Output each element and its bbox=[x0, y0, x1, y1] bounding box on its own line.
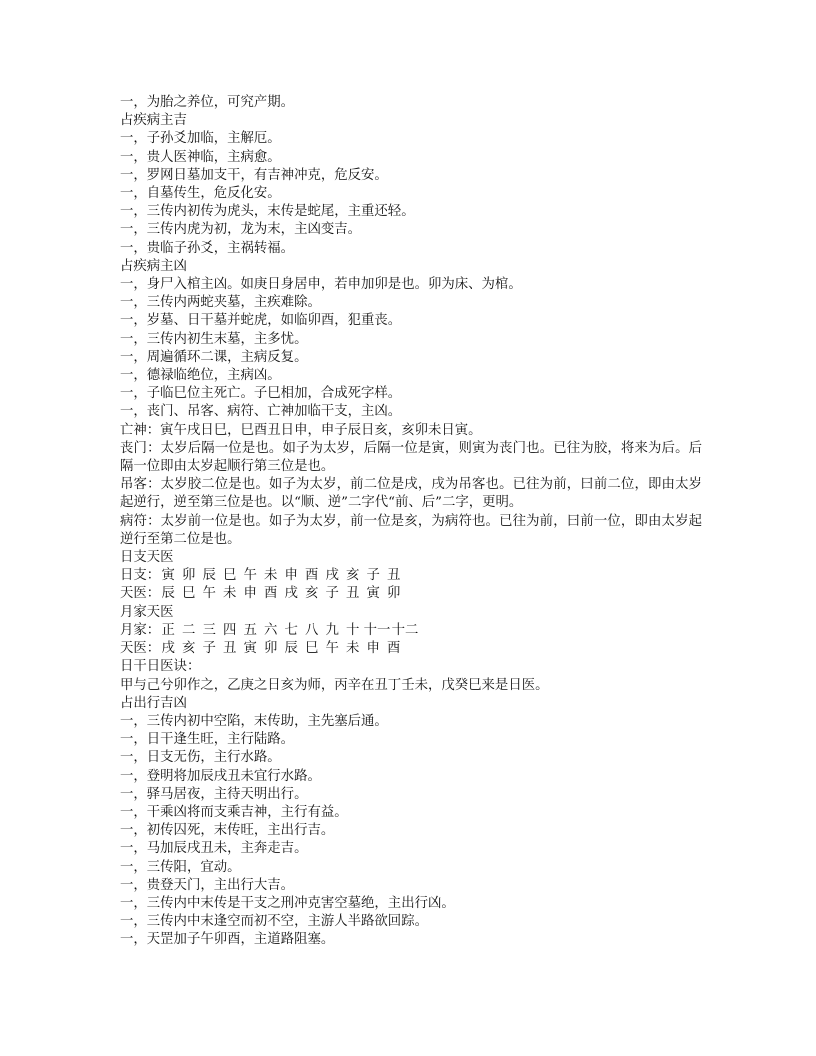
table-cell: 申 bbox=[284, 568, 298, 584]
text-line: 一，贵人医神临，主病愈。 bbox=[120, 149, 281, 165]
text-line: 一，三传内两蛇夹墓，主疾难除。 bbox=[120, 295, 321, 311]
text-line: 一，为胎之养位，可究产期。 bbox=[120, 95, 295, 110]
text-line: 一，驿马居夜，主待天明出行。 bbox=[120, 786, 308, 802]
table-cell: 丑 bbox=[387, 568, 401, 584]
text-paragraph: 吊客：太岁胶二位是也。如子为太岁，前二位是戌，戌为吊客也。已往为前，曰前二位，即由太岁起逆行，逆至第三位是也。以“顺、逆”二字代“前、后”二字，更明。 bbox=[120, 477, 702, 511]
table-cell: 寅 bbox=[366, 586, 380, 602]
table-cell: 戌 bbox=[161, 641, 175, 657]
text-line: 一，丧门、吊客、病符、亡神加临干支，主凶。 bbox=[120, 404, 402, 420]
text-line: 一，登明将加辰戌丑未宜行水路。 bbox=[120, 768, 321, 784]
table-cell: 二 bbox=[182, 622, 196, 638]
table2-row1 bbox=[120, 622, 702, 640]
table-cell: 丑 bbox=[346, 586, 360, 602]
text-line: 一，周遍循环二课，主病反复。 bbox=[120, 349, 308, 365]
text-line: 甲与己兮卯作之，乙庚之日亥为师，丙辛在丑丁壬未，戊癸巳来是日医。 bbox=[120, 677, 549, 693]
text-block-upper bbox=[120, 94, 702, 440]
text-paragraph: 病符：太岁前一位是也。如子为太岁，前一位是亥，为病符也。已往为前，曰前一位，即由太岁起逆行至第二位是也。 bbox=[120, 513, 702, 547]
text-block-paragraphs bbox=[120, 440, 702, 549]
table1-title: 日支天医 bbox=[120, 550, 174, 566]
text-line: 占疾病主吉 bbox=[120, 113, 187, 129]
table-cell: 卯 bbox=[264, 641, 278, 657]
text-line: 一，岁墓、日干墓并蛇虎，如临卯酉，犯重丧。 bbox=[120, 313, 402, 329]
table-cell: 子 bbox=[202, 641, 216, 657]
table-cell: 十二 bbox=[391, 622, 419, 638]
text-line: 一，初传囚死，末传旺，主出行吉。 bbox=[120, 823, 335, 839]
table-cell: 巳 bbox=[182, 586, 196, 602]
text-line: 一，三传内虎为初，龙为末，主凶变吉。 bbox=[120, 222, 362, 238]
table1-row1-label: 日支： bbox=[120, 568, 161, 584]
text-line: 占出行吉凶 bbox=[120, 695, 187, 711]
text-line: 亡神：寅午戌日巳，巳酉丑日申，申子辰日亥，亥卯未日寅。 bbox=[120, 422, 482, 438]
table-cell: 子 bbox=[366, 568, 380, 584]
table-cell: 申 bbox=[366, 641, 380, 657]
text-line: 一，贵登天门，主出行大吉。 bbox=[120, 877, 295, 893]
table-cell: 六 bbox=[264, 622, 278, 638]
table-cell: 七 bbox=[284, 622, 298, 638]
table-cell: 亥 bbox=[346, 568, 360, 584]
text-line: 一，日干逢生旺，主行陆路。 bbox=[120, 732, 295, 748]
table-cell: 四 bbox=[223, 622, 237, 638]
text-line: 占疾病主凶 bbox=[120, 258, 187, 274]
table-cell: 五 bbox=[243, 622, 257, 638]
table-cell: 辰 bbox=[161, 586, 175, 602]
table-cell: 巳 bbox=[223, 568, 237, 584]
text-line: 一，日支无伤，主行水路。 bbox=[120, 750, 281, 766]
text-line: 一，德禄临绝位，主病凶。 bbox=[120, 368, 281, 384]
text-line: 一，三传内初传为虎头，末传是蛇尾，主重还轻。 bbox=[120, 204, 415, 220]
table1-row2-label: 天医： bbox=[120, 586, 161, 602]
text-line: 一，三传阳，宜动。 bbox=[120, 859, 241, 875]
table2-row2 bbox=[120, 640, 702, 658]
table-cell: 十一 bbox=[363, 622, 391, 638]
text-line: 一，自墓传生，危反化安。 bbox=[120, 186, 281, 202]
table-cell: 亥 bbox=[305, 586, 319, 602]
table-cell: 正 bbox=[161, 622, 175, 638]
table-cell: 戌 bbox=[325, 568, 339, 584]
table-cell: 酉 bbox=[264, 586, 278, 602]
text-line: 一，罗网日墓加支干，有吉神冲克，危反安。 bbox=[120, 167, 388, 183]
table-cell: 寅 bbox=[161, 568, 175, 584]
table-cell: 未 bbox=[264, 568, 278, 584]
table2-row2-label: 天医： bbox=[120, 641, 161, 657]
text-block-lower bbox=[120, 658, 702, 949]
table2-title: 月家天医 bbox=[120, 604, 174, 620]
table1-row2 bbox=[120, 585, 702, 603]
text-line: 一，三传内初生末墓，主多忧。 bbox=[120, 331, 308, 347]
table-cell: 酉 bbox=[387, 641, 401, 657]
table-cell: 未 bbox=[346, 641, 360, 657]
table-cell: 戌 bbox=[284, 586, 298, 602]
table-cell: 酉 bbox=[305, 568, 319, 584]
table-cell: 辰 bbox=[202, 568, 216, 584]
table-cell: 辰 bbox=[284, 641, 298, 657]
table2-row1-label: 月家： bbox=[120, 622, 161, 638]
text-paragraph: 丧门：太岁后隔一位是也。如子为太岁，后隔一位是寅，则寅为丧门也。已往为胶，将来为后。后隔一位即由太岁起顺行第三位是也。 bbox=[120, 440, 702, 475]
table-cell: 九 bbox=[325, 622, 339, 638]
text-line: 一，干乘凶将而支乘吉神，主行有益。 bbox=[120, 804, 348, 820]
table-cell: 十 bbox=[346, 622, 360, 638]
table-cell: 午 bbox=[325, 641, 339, 657]
text-line: 一，三传内中末逢空而初不空，主游人半路欲回踪。 bbox=[120, 914, 428, 930]
document-page bbox=[120, 94, 702, 950]
table-cell: 亥 bbox=[182, 641, 196, 657]
text-line: 一，子临巳位主死亡。子巳相加，合成死字样。 bbox=[120, 386, 402, 402]
text-line: 一，马加辰戌丑未，主奔走吉。 bbox=[120, 841, 308, 857]
table-cell: 巳 bbox=[305, 641, 319, 657]
table-cell: 八 bbox=[305, 622, 319, 638]
table-cell: 丑 bbox=[223, 641, 237, 657]
text-line: 日干日医诀： bbox=[120, 659, 201, 675]
text-line: 一，三传内中末传是干支之刑冲克害空墓绝，主出行凶。 bbox=[120, 895, 455, 911]
table1-row1 bbox=[120, 567, 702, 585]
table-cell: 申 bbox=[243, 586, 257, 602]
table-cell: 午 bbox=[202, 586, 216, 602]
text-line: 一，三传内初中空陷，末传助，主先塞后通。 bbox=[120, 713, 388, 729]
text-line: 一，身尸入棺主凶。如庚日身居申，若申加卯是也。卯为床、为棺。 bbox=[120, 277, 522, 293]
table-cell: 未 bbox=[223, 586, 237, 602]
table-cell: 寅 bbox=[243, 641, 257, 657]
table-cell: 午 bbox=[243, 568, 257, 584]
table-cell: 三 bbox=[202, 622, 216, 638]
text-line: 一，子孙爻加临，主解厄。 bbox=[120, 131, 281, 147]
text-line: 一，贵临子孙爻，主祸转福。 bbox=[120, 240, 295, 256]
text-line: 一，天罡加子午卯酉，主道路阻塞。 bbox=[120, 932, 335, 948]
table-cell: 卯 bbox=[387, 586, 401, 602]
table-cell: 卯 bbox=[182, 568, 196, 584]
table-cell: 子 bbox=[325, 586, 339, 602]
